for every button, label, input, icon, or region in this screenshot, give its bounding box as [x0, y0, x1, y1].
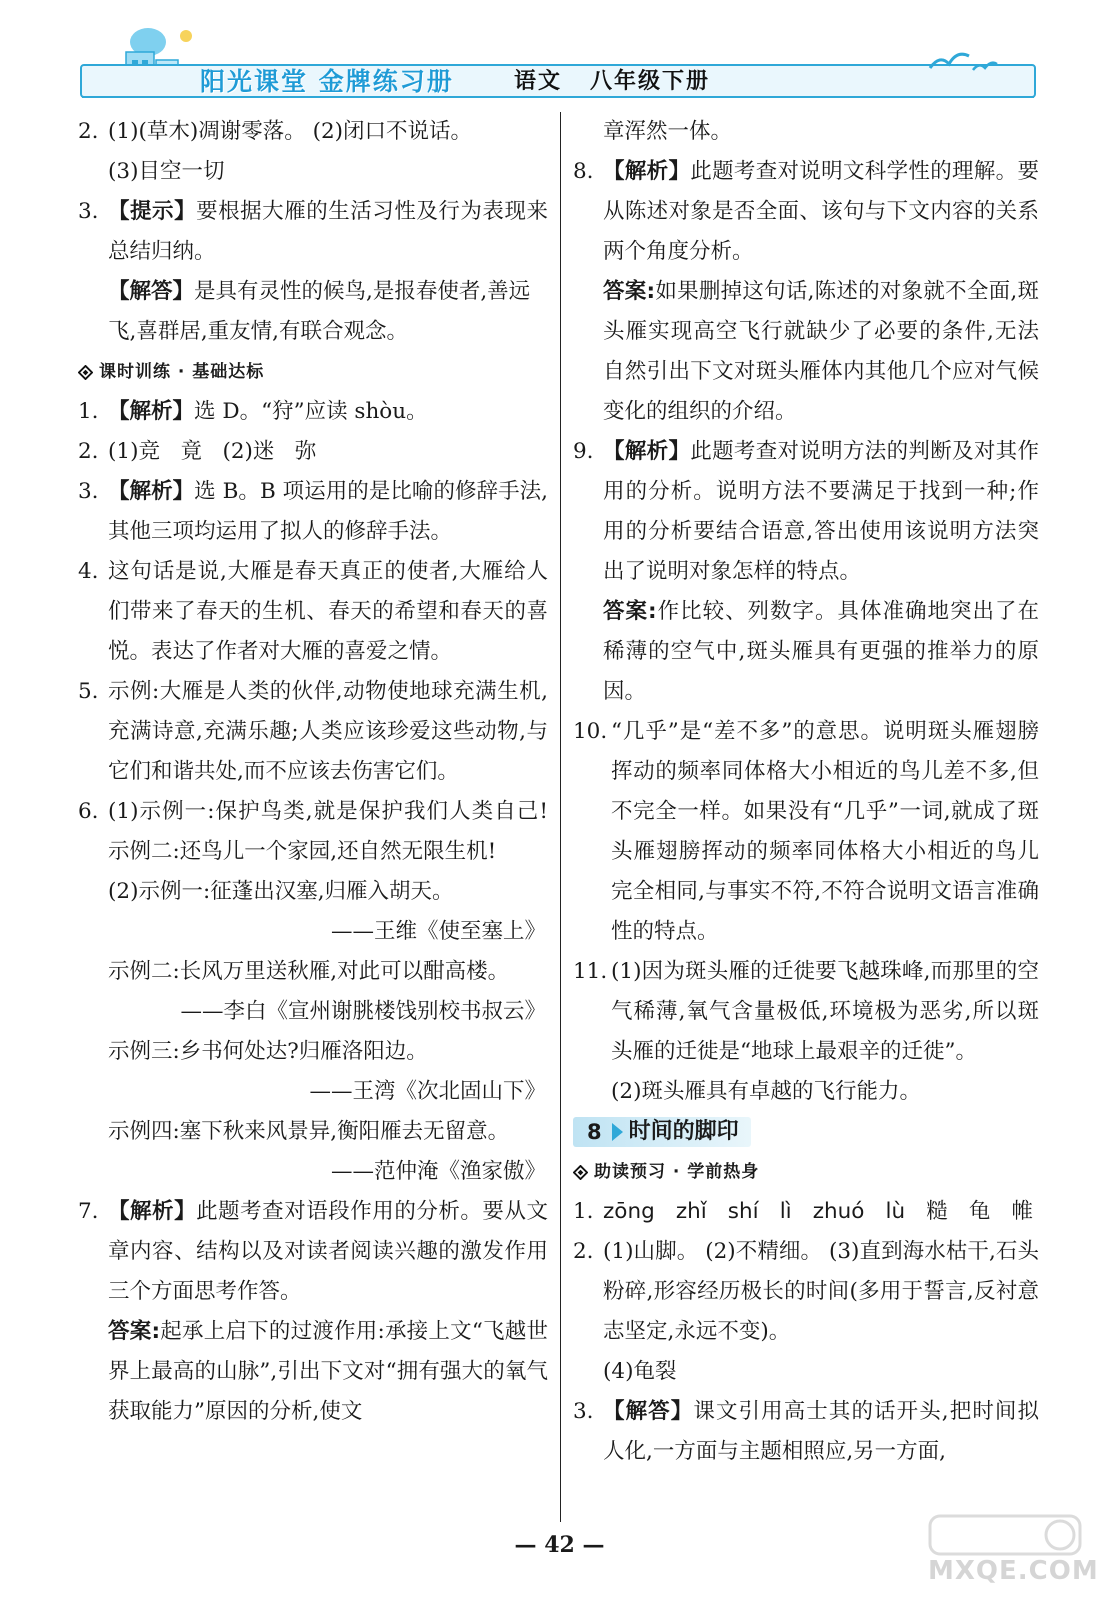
answer-item: 7. 【解析】此题考查对语段作用的分析。要从文章内容、结构以及对读者阅读兴趣的激发作用三个方面思考作答。: [78, 1199, 548, 1304]
answer-item: 2. (1)(草木)凋谢零落。 (2)闭口不说话。: [78, 119, 473, 144]
section-heading: 助读预习 · 学前热身: [573, 1152, 1039, 1192]
answer-detail: 答案:如果删掉这句话,陈述的对象就不全面,斑头雁实现高空飞行就缺少了必要的条件,无法自然引出下文对斑头雁体内其他几个应对气候变化的组织的介绍。: [603, 279, 1040, 424]
answer-detail: 【解答】是具有灵性的候鸟,是报春使者,善远飞,喜群居,重友情,有联合观念。: [108, 279, 531, 344]
diamond-bullet-icon: [78, 365, 93, 380]
answer-detail: 答案:作比较、列数字。具体准确地突出了在稀薄的空气中,斑头雁具有更强的推举力的原因。: [603, 599, 1039, 704]
grade-label: 八年级下册: [590, 69, 711, 94]
answer-subline: (2)示例一:征蓬出汉塞,归雁入胡天。: [108, 879, 454, 904]
lesson-title: 时间的脚印: [628, 1119, 739, 1144]
lesson-banner: [573, 1117, 751, 1147]
answer-item: 2. (1)竞 竟 (2)迷 弥: [78, 439, 317, 464]
left-column: [78, 112, 548, 1432]
watermark-logo-icon: [910, 1510, 1110, 1560]
lesson-heading: [573, 1112, 1039, 1152]
answer-subline: (4)龟裂: [603, 1359, 677, 1384]
seagulls-icon: [925, 40, 1005, 80]
answer-item: 9. 【解析】此题考查对说明方法的判断及对其作用的分析。说明方法不要满足于找到一种;作用的分析要结合语意,答出使用该说明方法突出了说明对象怎样的特点。: [573, 439, 1039, 584]
answer-subline: 示例二:长风万里送秋雁,对此可以酣高楼。: [108, 959, 510, 984]
answer-item: 3. 【解答】课文引用高士其的话开头,把时间拟人化,一方面与主题相照应,另一方面,: [573, 1399, 1039, 1464]
answer-item: 1. 【解析】选 D。“狩”应读 shòu。: [78, 399, 428, 424]
answer-detail: 答案:起承上启下的过渡作用:承接上文“飞越世界上最高的山脉”,引出下文对“拥有强大的氧气获取能力”原因的分析,使文: [108, 1319, 548, 1424]
answer-item: 10. “几乎”是“差不多”的意思。说明斑头雁翅膀挥动的频率同体格大小相近的鸟儿差不多,但不完全一样。如果没有“几乎”一词,就成了斑头雁翅膀挥动的频率同体格大小相近的鸟儿完全相同,与事实不符,不符合说明文语言准确性的特点。: [573, 719, 1039, 944]
answer-item: 6. (1)示例一:保护鸟类,就是保护我们人类自己! 示例二:还鸟儿一个家园,还自然无限生机!: [78, 799, 548, 864]
answer-item: 3. 【解析】选 B。B 项运用的是比喻的修辞手法,其他三项均运用了拟人的修辞手法。: [78, 479, 548, 544]
continued-text: 章浑然一体。: [603, 119, 733, 144]
poem-source: ——王湾《次北固山下》: [309, 1079, 546, 1104]
lesson-number: 8: [587, 1120, 602, 1144]
answer-subline: 示例三:乡书何处达?归雁洛阳边。: [108, 1039, 428, 1064]
answer-item: 3. 【提示】要根据大雁的生活习性及行为表现来总结归纳。: [78, 199, 548, 264]
diamond-bullet-icon: [573, 1165, 588, 1180]
poem-source: ——李白《宣州谢朓楼饯别校书叔云》: [180, 999, 546, 1024]
answer-item: 1. zōng zhǐ shí lì zhuó lù 糙 龟 帷: [573, 1192, 1039, 1232]
watermark-text: MXQE.COM: [928, 1556, 1099, 1586]
watermark: [910, 1510, 1110, 1595]
brand-title: 阳光课堂 金牌练习册: [200, 67, 454, 96]
subject-label: 语文: [514, 69, 563, 94]
page-header: [0, 0, 1119, 112]
answer-item: 5. 示例:大雁是人类的伙伴,动物使地球充满生机,充满诗意,充满乐趣;人类应该珍爱这些动物,与它们和谐共处,而不应该去伤害它们。: [78, 679, 548, 784]
column-divider: [560, 112, 561, 1522]
answer-item: 11. (1)因为斑头雁的迁徙要飞越珠峰,而那里的空气稀薄,氧气含量极低,环境极为恶劣,所以斑头雁的迁徙是“地球上最艰辛的迁徙”。: [573, 959, 1039, 1064]
answer-item: 8. 【解析】此题考查对说明文科学性的理解。要从陈述对象是否全面、该句与下文内容的关系两个角度分析。: [573, 159, 1039, 264]
answer-subline: 示例四:塞下秋来风景异,衡阳雁去无留意。: [108, 1119, 510, 1144]
page-number: — 42 —: [514, 1532, 605, 1558]
answer-item: 2. (1)山脚。 (2)不精细。 (3)直到海水枯干,石头粉碎,形容经历极长的时间(多用于誓言,反衬意志坚定,永远不变)。: [573, 1239, 1039, 1344]
answer-subline: (3)目空一切: [108, 159, 225, 184]
pinyin-list: zōng zhǐ shí lì zhuó lù 糙 龟 帷: [603, 1199, 1033, 1224]
section-heading: 课时训练 · 基础达标: [78, 352, 548, 392]
answer-subline: (2)斑头雁具有卓越的飞行能力。: [611, 1079, 921, 1104]
poem-source: ——王维《使至塞上》: [330, 919, 546, 944]
poem-source: ——范仲淹《渔家傲》: [330, 1159, 546, 1184]
right-column: [573, 112, 1039, 1472]
arrow-right-icon: [612, 1123, 623, 1141]
answer-item: 4. 这句话是说,大雁是春天真正的使者,大雁给人们带来了春天的生机、春天的希望和春天的喜悦。表达了作者对大雁的喜爱之情。: [78, 559, 548, 664]
